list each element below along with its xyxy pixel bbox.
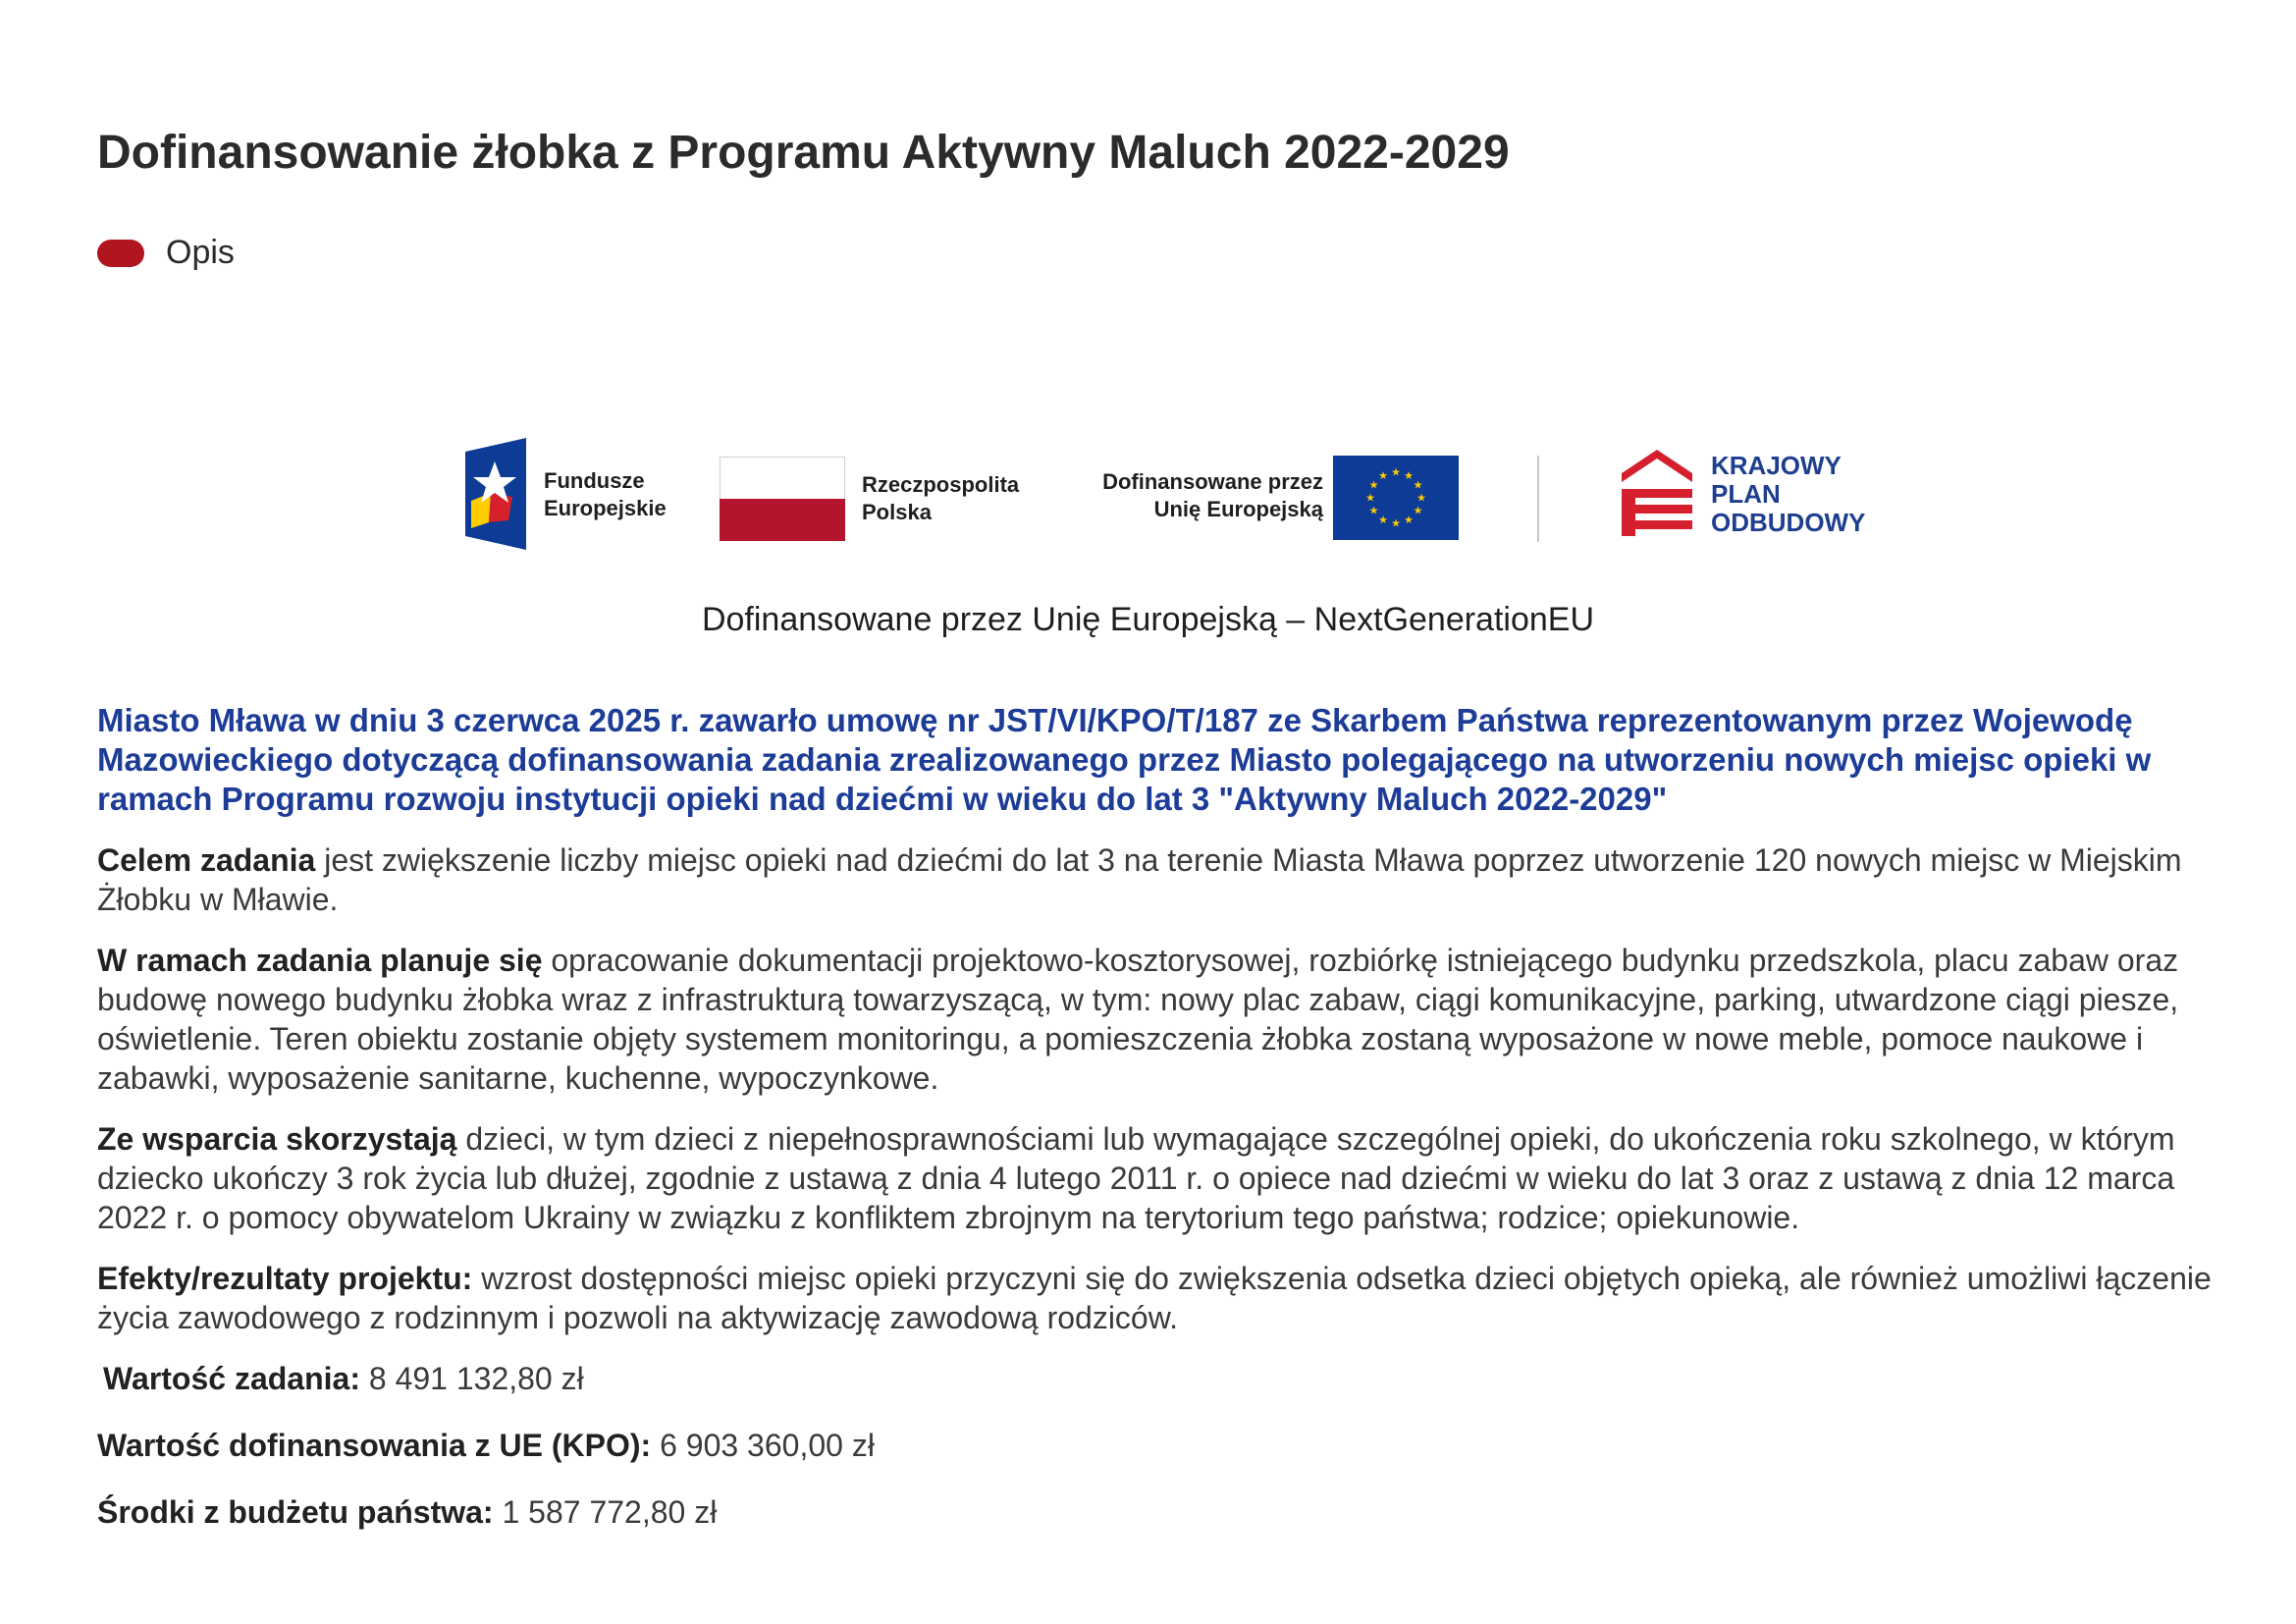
logo-fundusze-europejskie (465, 438, 701, 550)
logo-kpo-line3: ODBUDOWY (1711, 508, 1866, 537)
polish-flag-icon (720, 457, 845, 541)
tab-indicator (97, 240, 144, 267)
paragraph-lead: Ze wsparcia skorzystają (97, 1121, 457, 1157)
eu-star-icon: ★ (1416, 492, 1426, 505)
logo-unia-europejska (1078, 454, 1459, 542)
tab-label: Opis (166, 234, 235, 271)
paragraph-scope (97, 941, 2217, 1098)
value-eu-funding (97, 1426, 2217, 1465)
page-title: Dofinansowanie żłobka z Programu Aktywny Maluch 2022-2029 (97, 127, 1510, 179)
funding-logo-bar (0, 432, 2296, 560)
eu-star-icon: ★ (1378, 514, 1388, 526)
paragraph-goal (97, 840, 2217, 919)
logo-ue-line1: Dofinansowane przez (1102, 469, 1323, 494)
value-amount: 6 903 360,00 zł (651, 1428, 875, 1463)
value-label: Wartość dofinansowania z UE (KPO): (97, 1428, 652, 1463)
paragraph-lead: Efekty/rezultaty projektu: (97, 1261, 473, 1296)
logo-kpo-line1: KRAJOWY (1711, 451, 1842, 480)
paragraph-results (97, 1259, 2217, 1337)
nextgeneration-caption: Dofinansowane przez Unię Europejską – NextGenerationEU (701, 601, 1595, 638)
logo-fe-line2: Europejskie (544, 496, 667, 520)
value-state-budget (97, 1492, 2217, 1532)
eu-star-icon: ★ (1404, 470, 1414, 482)
fundusze-europejskie-star-icon (465, 438, 526, 550)
eu-star-icon: ★ (1368, 479, 1379, 492)
logo-rp-line2: Polska (862, 500, 932, 524)
paragraph-lead: W ramach zadania planuje się (97, 943, 543, 978)
value-label: Środki z budżetu państwa: (97, 1494, 494, 1530)
paragraph-beneficiaries (97, 1119, 2217, 1237)
eu-star-icon: ★ (1378, 470, 1388, 482)
logo-rzeczpospolita-polska (720, 457, 1043, 543)
eu-star-icon: ★ (1391, 466, 1401, 479)
eu-star-icon: ★ (1413, 505, 1423, 517)
kpo-stripes-icon (1618, 450, 1698, 540)
logo-kpo-line2: PLAN (1711, 479, 1781, 509)
logo-krajowy-plan-odbudowy (1618, 450, 1883, 540)
value-label: Wartość zadania: (103, 1361, 360, 1396)
paragraph-lead: Celem zadania (97, 842, 316, 878)
value-amount: 1 587 772,80 zł (493, 1494, 718, 1530)
project-description (97, 701, 2217, 1559)
paragraph-text: dzieci, w tym dzieci z niepełnosprawnościami lub wymagające szczególnej opieki, do ukończenia roku szkolnego, w którym dziecko ukończy 3 rok życia lub dłużej, zgodnie z ustawą z dnia 4 lutego 2011 r. o opiece nad dziećmi w wieku do lat 3 oraz z ustawą z dnia 12 marca 2022 r. o pomocy obywatelom Ukrainy w związku z konfliktem zbrojnym na terytorium tego państwa; rodzice; opiekunowie. (97, 1121, 2175, 1235)
paragraph-text: opracowanie dokumentacji projektowo-kosztorysowej, rozbiórkę istniejącego budynku przedszkola, placu zabaw oraz budowę nowego budynku żłobka wraz z infrastrukturą towarzyszącą, w tym: nowy plac zabaw, ciągi komunikacyjne, parking, utwardzone ciągi piesze, oświetlenie. Teren obiektu zostanie objęty systemem monitoringu, a pomieszczenia żłobka zostaną wyposażone w nowe meble, pomoce naukowe i zabawki, wyposażenie sanitarne, kuchenne, wypoczynkowe. (97, 943, 2179, 1096)
value-amount: 8 491 132,80 zł (359, 1361, 584, 1396)
intro-paragraph: Miasto Mława w dniu 3 czerwca 2025 r. zawarło umowę nr JST/VI/KPO/T/187 ze Skarbem Państwa reprezentowanym przez Wojewodę Mazowieckiego dotyczącą dofinansowania zadania zrealizowanego przez Miasto polegającego na utworzeniu nowych miejsc opieki w ramach Programu rozwoju instytucji opieki nad dziećmi w wieku do lat 3 "Aktywny Maluch 2022-2029" (97, 702, 2152, 817)
logo-separator (1537, 456, 1539, 542)
eu-star-icon: ★ (1413, 479, 1423, 492)
value-task-total (97, 1359, 2217, 1398)
paragraph-text: jest zwiększenie liczby miejsc opieki nad dziećmi do lat 3 na terenie Miasta Mława poprzez utworzenie 120 nowych miejsc w Miejskim Żłobku w Mławie. (97, 842, 2182, 917)
logo-fe-line1: Fundusze (544, 468, 645, 493)
eu-flag-icon (1333, 456, 1459, 540)
logo-ue-line2: Unię Europejską (1153, 497, 1323, 521)
paragraph-text: wzrost dostępności miejsc opieki przyczyni się do zwiększenia odsetka dzieci objętych opieką, ale również umożliwi łączenie życia zawodowego z rodzinnym i pozwoli na aktywizację zawodową rodziców. (97, 1261, 2212, 1335)
eu-star-icon: ★ (1391, 517, 1401, 530)
logo-rp-line1: Rzeczpospolita (862, 472, 1020, 497)
eu-star-icon: ★ (1365, 492, 1375, 505)
tab-opis[interactable] (97, 234, 235, 272)
eu-star-icon: ★ (1404, 514, 1414, 526)
eu-star-icon: ★ (1368, 505, 1379, 517)
